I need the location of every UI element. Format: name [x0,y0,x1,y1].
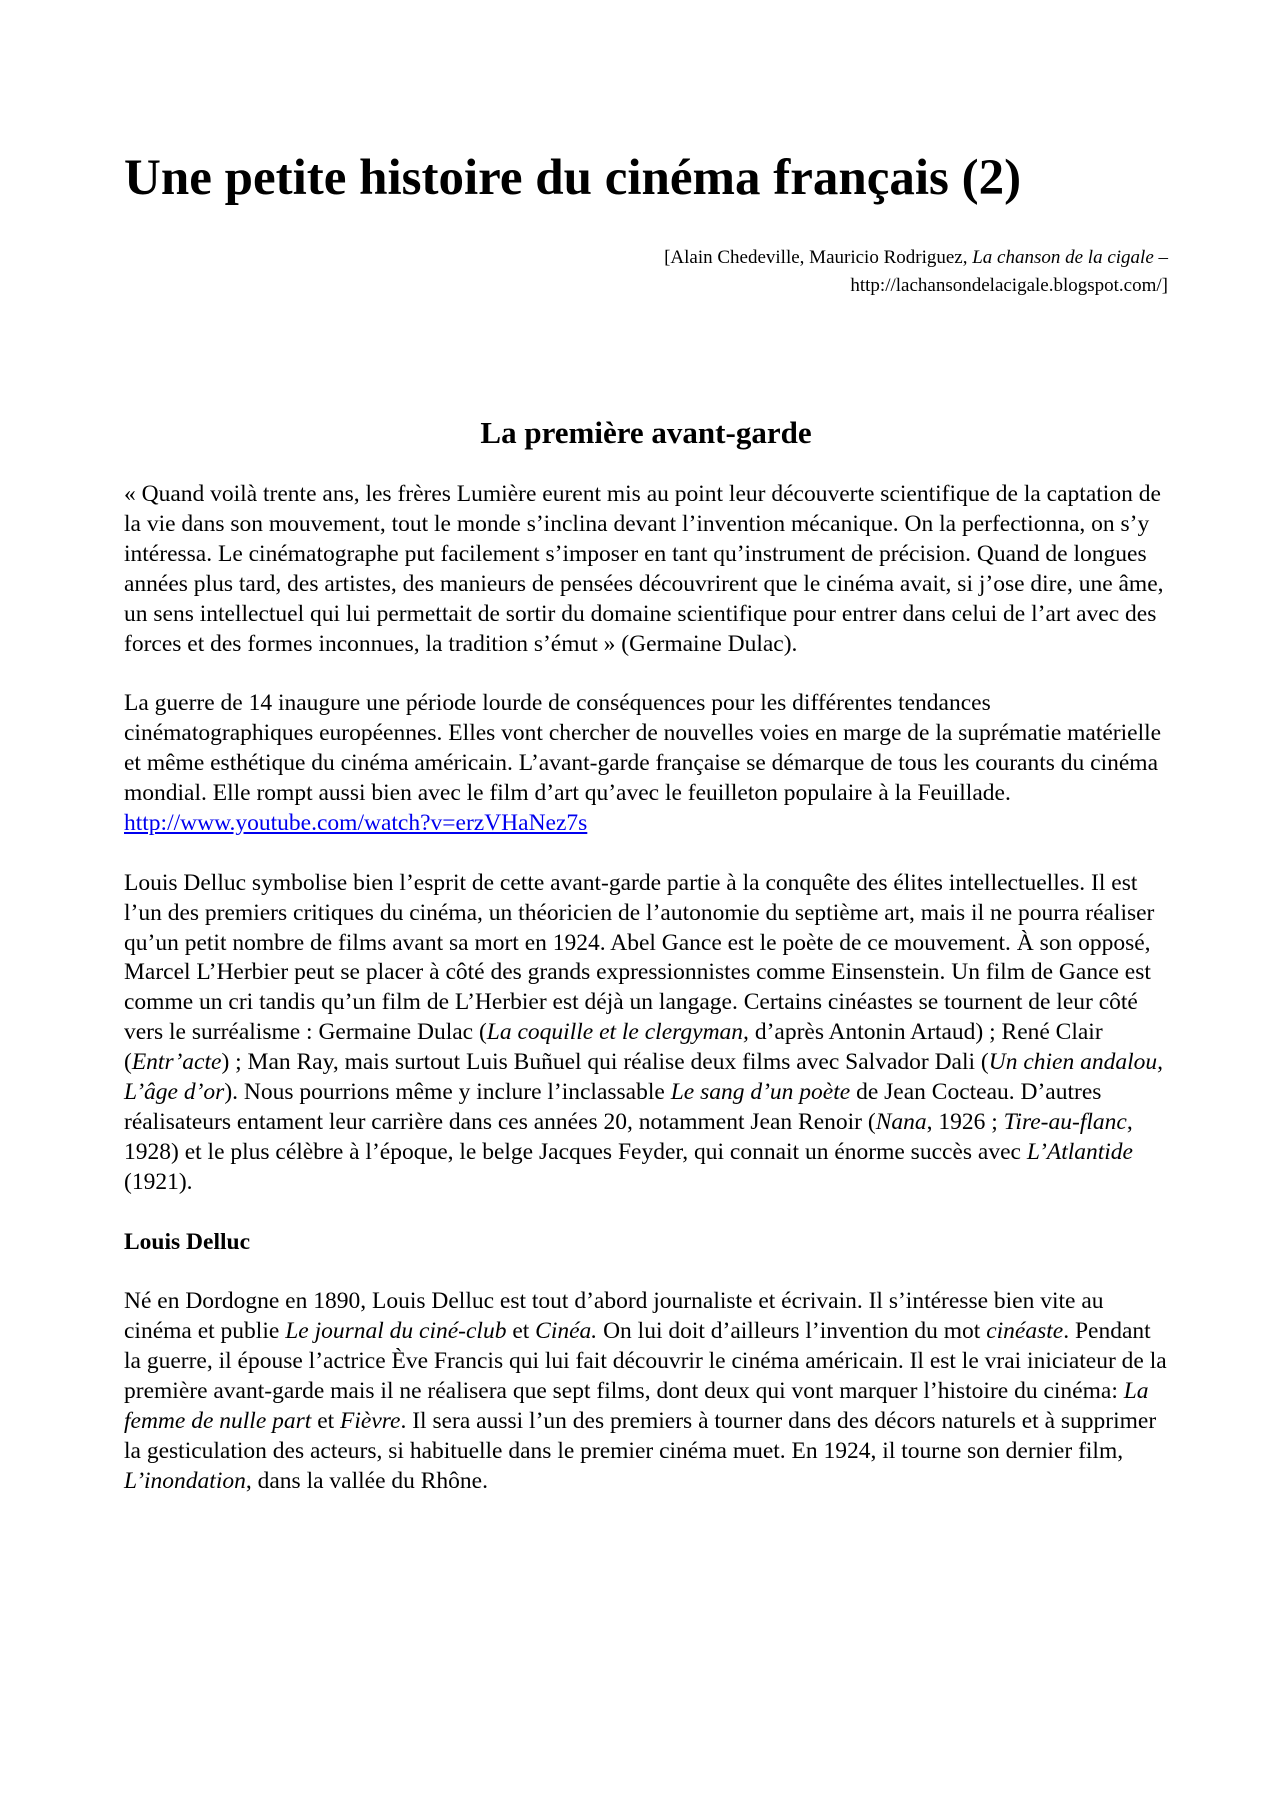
link-paragraph [124,809,1168,839]
p4-text-4: . Pendant la guerre, il épouse l’actrice Ève Francis qui lui fait découvrir le cinéma américain. Il est le vrai iniciateur de la première avant-garde mais il ne réalisera que sept films, dont deux qui vont marquer l’histoire du cinéma: [124,1318,1167,1405]
paragraph-war: La guerre de 14 inaugure une période lourde de conséquences pour les différentes tendances cinématographiques européennes. Elles vont chercher de nouvelles voies en marge de la suprématie matérielle et même esthétique du cinéma américain. L’avant-garde française se démarque de tous les courants du cinéma mondial. Elle rompt aussi bien avec le film d’art qu’avec le feuilleton populaire à la Feuillade. [124,690,1162,807]
p3-italic-1: La coquille et le clergyman, [486,1019,749,1046]
subheading-louis-delluc: Louis Delluc [124,1228,251,1255]
p3-italic-7: L’Atlantide [1026,1138,1133,1165]
p3-italic-6: Tire-au-flanc [1003,1109,1127,1135]
p4-italic-6: L’inondation [124,1467,246,1494]
p4-text-1: Né en Dordogne en 1890, Louis Delluc est tout d’abord journaliste et écrivain. Il s’intéresse bien vite au cinéma et publie [124,1288,1104,1345]
p3-text-1: Louis Delluc symbolise bien l’esprit de cette avant-garde partie à la conquête des élites intellectuelles. Il est l’un des premiers critiques du cinéma, un théoricien de l’autonomie du septième art, mais il ne pourra réaliser qu’un petit nombre de films avant sa mort en 1924. Abel Gance est le poète de ce mouvement. À son opposé, Marcel L’Herbier peut se placer à côté des grands expressionnistes comme Einsenstein. Un film de Gance est comme un cri tandis qu’un film de L’Herbier est déjà un langage. Certains cinéastes se tournent de leur côté vers le surréalisme : Germaine Dulac ( [124,869,1155,1046]
source-prefix: [Alain Chedeville, Mauricio Rodriguez, [664,247,973,268]
paragraph-quote: « Quand voilà trente ans, les frères Lumière eurent mis au point leur découverte scientifique de la captation de la vie dans son mouvement, tout le monde s’inclina devant l’invention mécanique. On la perfectionna, on s’y intéressa. Le cinématographe put facilement s’imposer en tant qu’instrument de précision. Quand de longues années plus tard, des artistes, des manieurs de pensées découvrirent que le cinéma avait, si j’ose dire, une âme, un sens intellectuel qui lui permettait de sortir du domaine scientifique pour entrer dans celui de l’art avec des forces et des formes inconnues, la tradition s’émut » (Germaine Dulac). [124,481,1164,657]
document-title: Une petite histoire du cinéma français (2) [124,150,1022,206]
paragraph-delluc-bio [124,1287,1168,1496]
p4-italic-1: Le journal du ciné-club [285,1318,507,1345]
p4-text-6: . Il sera aussi l’un des premiers à tourner dans des décors naturels et à supprimer la gesticulation des acteurs, si habituelle dans le premier cinéma muet. En 1924, il tourne son dernier film, [124,1408,1157,1464]
source-suffix: – http://lachansondelacigale.blogspot.com/] [850,247,1168,296]
p3-italic-5: Nana [875,1109,927,1135]
p3-text-6: , 1926 ; [926,1109,1004,1135]
p3-text-2: d’après Antonin Artaud) ; René Clair ( [124,1019,1103,1076]
p3-text-7: , 1928) et le plus célèbre à l’époque, le belge Jacques Feyder, qui connait un énorme succès avec [124,1109,1133,1165]
paragraph-avant-garde [124,869,1168,1198]
p4-text-7: , dans la vallée du Rhône. [245,1467,488,1494]
p3-italic-3: Un chien andalou, L’âge d’or [124,1049,1164,1106]
p4-italic-3: cinéaste [986,1318,1064,1345]
p3-italic-4: Le sang d’un poète [670,1079,851,1106]
p4-text-5: et [311,1408,341,1435]
p3-text-3: ) ; Man Ray, mais surtout Luis Buñuel qui réalise deux films avec Salvador Dali ( [221,1049,989,1076]
article-body [124,480,1168,1527]
p4-italic-5: Fièvre [340,1408,401,1435]
source-blog-title: La chanson de la cigale [972,247,1154,268]
source-attribution [600,244,1168,300]
p3-text-8: (1921). [124,1168,193,1195]
p4-text-2: et [506,1318,536,1345]
p4-italic-4: La femme de nulle part [124,1378,1149,1435]
p4-text-3: On lui doit d’ailleurs l’invention du mot [597,1318,987,1345]
p3-text-5: de Jean Cocteau. D’autres réalisateurs entament leur carrière dans ces années 20, notamment Jean Renoir ( [124,1079,1102,1135]
p3-italic-2: Entr’acte [131,1049,222,1076]
youtube-link[interactable]: http://www.youtube.com/watch?v=erzVHaNez7s [124,809,588,836]
p3-text-4: ). Nous pourrions même y inclure l’inclassable [224,1079,671,1106]
section-title: La première avant-garde [480,415,812,450]
p4-italic-2: Cinéa. [535,1318,598,1345]
